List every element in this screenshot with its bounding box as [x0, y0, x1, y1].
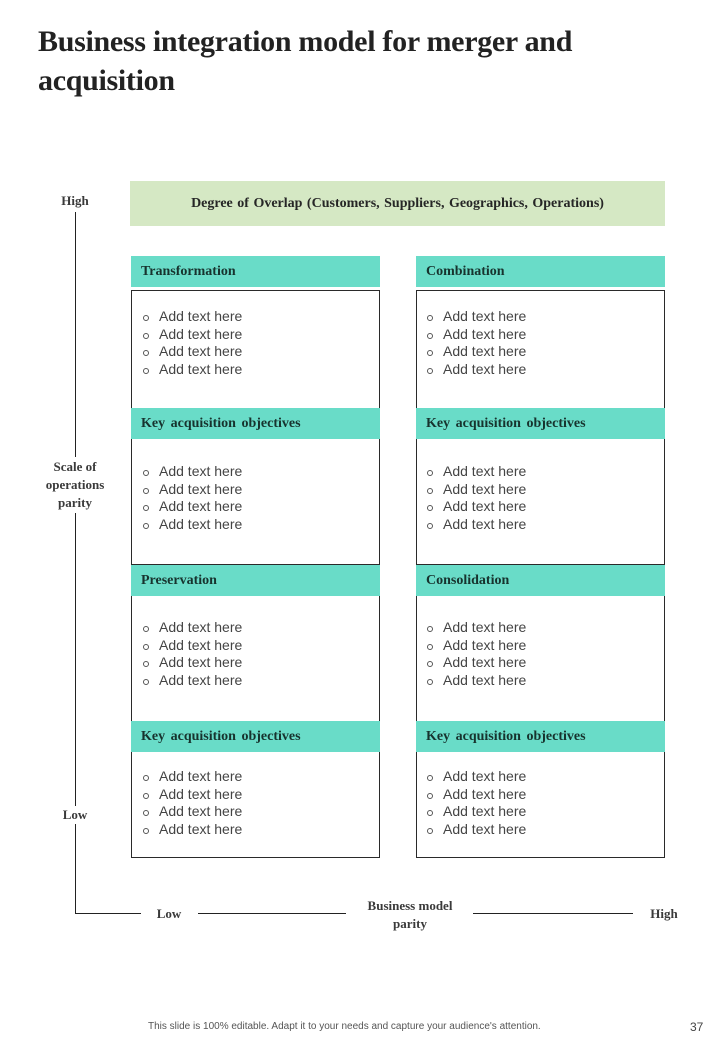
y-axis-title: Scale of operations parity [36, 458, 114, 512]
bullet-icon [143, 315, 149, 321]
x-axis-line-2 [198, 913, 346, 914]
band-preservation: Preservation [131, 565, 380, 596]
consolidation-objectives [425, 768, 526, 838]
bullet-icon [143, 333, 149, 339]
x-axis-high-label: High [642, 905, 686, 923]
consolidation-items [425, 619, 526, 689]
bullet-icon [143, 810, 149, 816]
list-item: Add text here [425, 654, 526, 672]
bullet-icon [143, 488, 149, 494]
y-axis-line-top [75, 212, 76, 457]
list-item: Add text here [141, 654, 242, 672]
list-item: Add text here [141, 768, 242, 786]
band-transformation: Transformation [131, 256, 380, 287]
transformation-items [141, 308, 242, 378]
bullet-icon [427, 350, 433, 356]
bullet-icon [143, 661, 149, 667]
combination-objectives [425, 463, 526, 533]
bullet-icon [427, 315, 433, 321]
bullet-icon [143, 350, 149, 356]
list-item: Add text here [425, 803, 526, 821]
list-item: Add text here [141, 803, 242, 821]
list-item: Add text here [141, 463, 242, 481]
list-item: Add text here [141, 343, 242, 361]
list-item: Add text here [141, 821, 242, 839]
bullet-icon [427, 644, 433, 650]
list-item: Add text here [425, 326, 526, 344]
list-item: Add text here [425, 786, 526, 804]
list-item: Add text here [425, 463, 526, 481]
list-item: Add text here [425, 481, 526, 499]
bullet-icon [143, 644, 149, 650]
bullet-icon [143, 626, 149, 632]
bullet-icon [427, 661, 433, 667]
list-item: Add text here [425, 637, 526, 655]
list-item: Add text here [141, 619, 242, 637]
bullet-icon [427, 775, 433, 781]
list-item: Add text here [141, 498, 242, 516]
list-item: Add text here [141, 326, 242, 344]
band-preservation-objectives: Key acquisition objectives [131, 721, 380, 752]
list-item: Add text here [425, 821, 526, 839]
bullet-icon [143, 505, 149, 511]
preservation-items [141, 619, 242, 689]
bullet-icon [143, 775, 149, 781]
band-transformation-objectives: Key acquisition objectives [131, 408, 380, 439]
list-item: Add text here [141, 516, 242, 534]
x-axis-line-1 [75, 913, 141, 914]
band-consolidation: Consolidation [416, 565, 665, 596]
list-item: Add text here [425, 343, 526, 361]
bullet-icon [427, 679, 433, 685]
list-item: Add text here [425, 516, 526, 534]
list-item: Add text here [425, 619, 526, 637]
bullet-icon [143, 793, 149, 799]
bullet-icon [143, 828, 149, 834]
list-item: Add text here [141, 786, 242, 804]
x-axis-title: Business model parity [360, 897, 460, 933]
list-item: Add text here [141, 481, 242, 499]
band-consolidation-objectives: Key acquisition objectives [416, 721, 665, 752]
list-item: Add text here [141, 637, 242, 655]
transformation-objectives [141, 463, 242, 533]
list-item: Add text here [425, 672, 526, 690]
list-item: Add text here [425, 768, 526, 786]
page-title: Business integration model for merger and acquisition [38, 25, 573, 97]
bullet-icon [427, 793, 433, 799]
y-axis-high-label: High [52, 192, 98, 210]
list-item: Add text here [425, 361, 526, 379]
list-item: Add text here [141, 361, 242, 379]
bullet-icon [427, 828, 433, 834]
page-number: 37 [690, 1020, 704, 1034]
bullet-icon [143, 368, 149, 374]
y-axis-line-bottom [75, 513, 76, 914]
bullet-icon [427, 523, 433, 529]
combination-items [425, 308, 526, 378]
band-combination-objectives: Key acquisition objectives [416, 408, 665, 439]
overlap-header: Degree of Overlap (Customers, Suppliers, Geographics, Operations) [130, 181, 665, 226]
bullet-icon [427, 505, 433, 511]
bullet-icon [427, 626, 433, 632]
x-axis-low-label: Low [148, 905, 190, 923]
bullet-icon [143, 679, 149, 685]
bullet-icon [427, 470, 433, 476]
bullet-icon [427, 488, 433, 494]
list-item: Add text here [141, 672, 242, 690]
bullet-icon [427, 810, 433, 816]
preservation-objectives [141, 768, 242, 838]
list-item: Add text here [425, 498, 526, 516]
x-axis-line-3 [473, 913, 633, 914]
bullet-icon [427, 333, 433, 339]
bullet-icon [143, 523, 149, 529]
list-item: Add text here [141, 308, 242, 326]
y-axis-low-label: Low [55, 806, 95, 824]
list-item: Add text here [425, 308, 526, 326]
footer-note: This slide is 100% editable. Adapt it to your needs and capture your audience's attention. [148, 1021, 541, 1032]
bullet-icon [427, 368, 433, 374]
band-combination: Combination [416, 256, 665, 287]
bullet-icon [143, 470, 149, 476]
